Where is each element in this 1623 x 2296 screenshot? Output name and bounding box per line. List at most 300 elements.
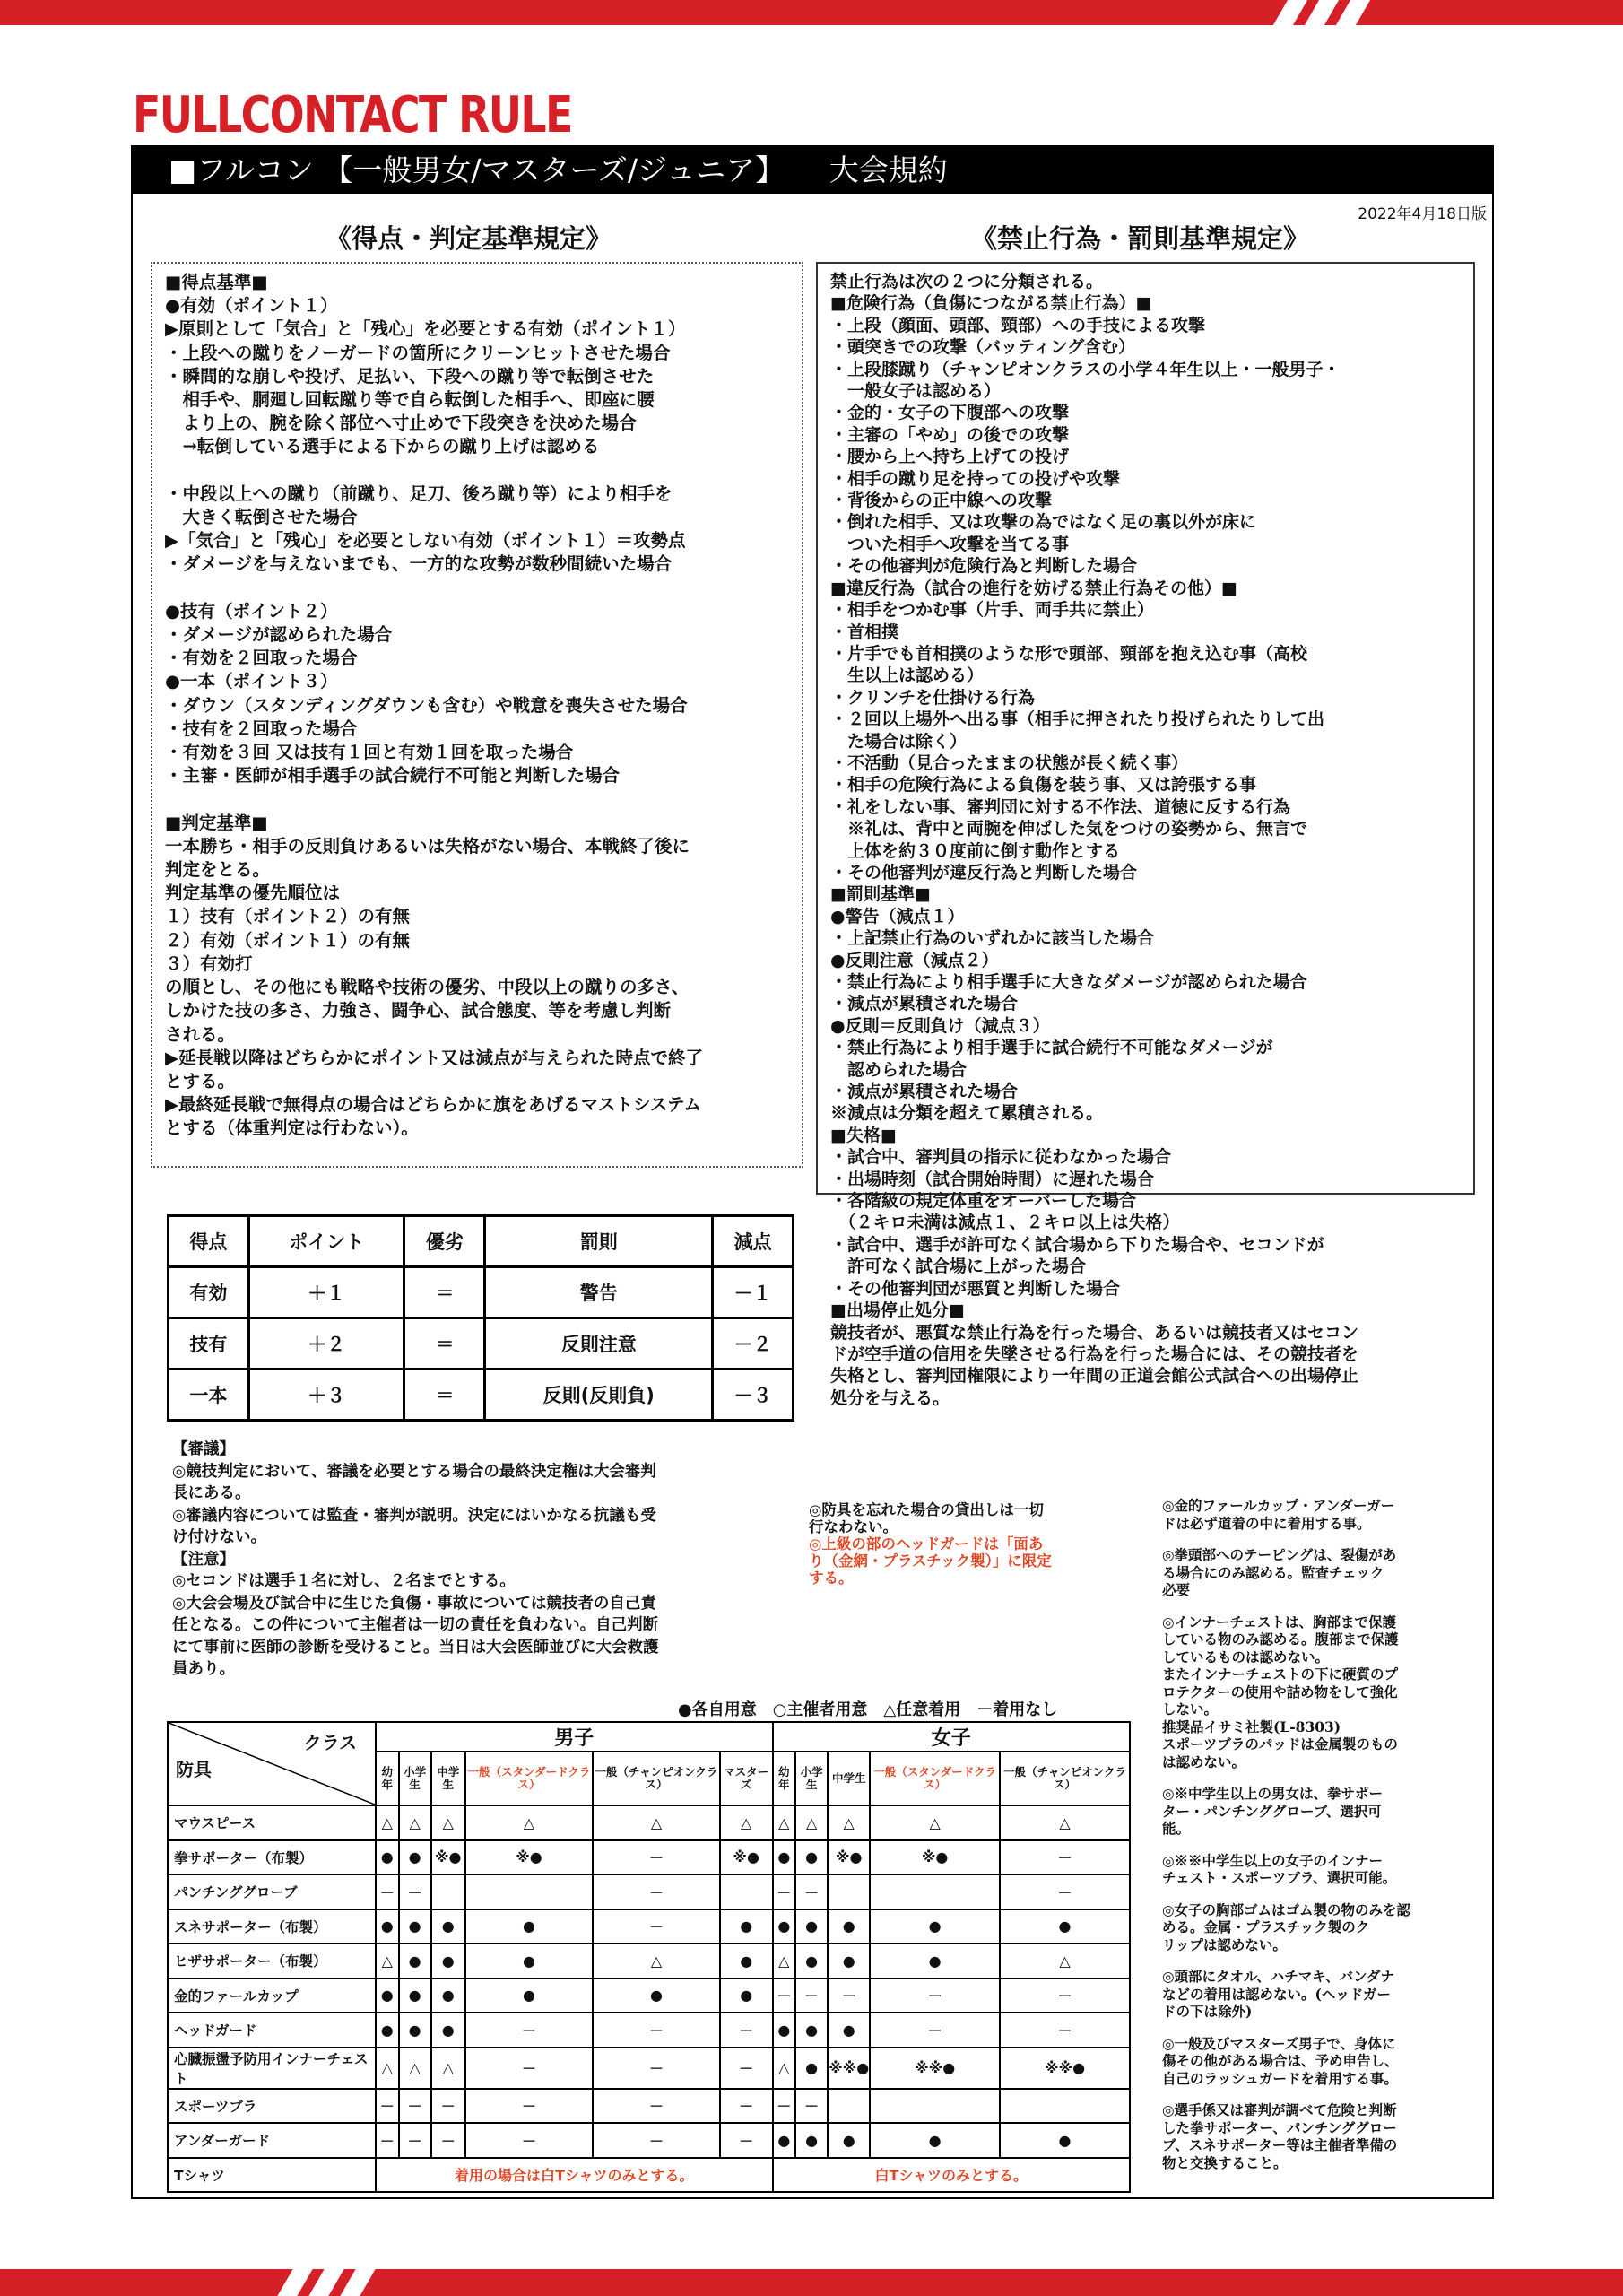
- equipment-cell: △: [376, 1805, 399, 1840]
- side-note-line: ◎金的ファールカップ・アンダーガー: [1162, 1497, 1395, 1514]
- scoring-rule-line: ・中段以上への蹴り（前蹴り、足刀、後ろ蹴り等）により相手を: [165, 483, 673, 504]
- equipment-cell: －: [465, 2048, 593, 2089]
- equipment-cell: －: [1000, 1874, 1130, 1909]
- prohibited-section-title: 《禁止行為・罰則基準規定》: [971, 223, 1310, 254]
- equipment-cell: [828, 2089, 870, 2124]
- equipment-cell: ●: [828, 1944, 870, 1979]
- prohibited-rule-line: ・２回以上場外へ出る事（相手に押されたり投げられたりして出: [830, 709, 1325, 730]
- equipment-cell: ●: [399, 2013, 431, 2048]
- equipment-cell: －: [593, 2013, 720, 2048]
- protest-note-line: 員あり。: [172, 1660, 235, 1678]
- prohibited-rule-line: 上体を約３０度前に倒す動作とする: [830, 840, 1121, 861]
- side-note-line: などの着用は認めない。(ヘッドガー: [1162, 1985, 1391, 2003]
- equipment-cell: －: [870, 2013, 1000, 2048]
- side-note-line: ドの下は除外): [1162, 2003, 1253, 2020]
- equipment-cell: ※※●: [870, 2048, 1000, 2089]
- equipment-cell: ※※●: [1000, 2048, 1130, 2089]
- female-group-header: 女子: [773, 1722, 1130, 1752]
- equipment-cell: ●: [795, 2123, 828, 2158]
- equipment-cell: ●: [795, 1944, 828, 1979]
- equipment-cell: ●: [399, 1840, 431, 1875]
- prohibited-rule-line: ・腰から上へ持ち上げての投げ: [830, 447, 1070, 467]
- equipment-cell: ●: [795, 2048, 828, 2089]
- prohibited-rule-line: 失格とし、審判団権限により一年間の正道会館公式試合への出場停止: [830, 1366, 1359, 1387]
- equipment-cell: －: [465, 2123, 593, 2158]
- side-note-line: しない。: [1162, 1700, 1219, 1718]
- equipment-cell: [465, 1874, 593, 1909]
- prohibited-rule-line: ・試合中、審判員の指示に従わなかった場合: [830, 1147, 1172, 1168]
- scoring-rule-line: ３）有効打: [165, 952, 253, 974]
- equipment-name: Tシャツ: [168, 2158, 376, 2193]
- equipment-cell: △: [828, 1805, 870, 1840]
- equipment-name: 心臓振盪予防用インナーチェスト: [168, 2048, 376, 2089]
- equipment-cell: －: [593, 1840, 720, 1875]
- equipment-cell: ●: [465, 1944, 593, 1979]
- bar-stripe: [1336, 0, 1370, 25]
- prohibited-rule-line: ・上段膝蹴り（チャンピオンクラスの小学４年生以上・一般男子・: [830, 359, 1341, 379]
- scoring-rule-line: ・主審・医師が相手選手の試合続行不可能と判断した場合: [165, 765, 621, 787]
- prohibited-rule-line: ・頭突きでの攻撃（バッティング含む）: [830, 337, 1136, 358]
- equipment-cell: －: [795, 2089, 828, 2124]
- prohibited-rule-line: ・減点が累積された場合: [830, 994, 1019, 1014]
- protest-note-line: ◎競技判定において、審議を必要とする場合の最終決定権は大会審判: [172, 1462, 656, 1481]
- prohibited-rule-line: ・禁止行為により相手選手に試合続行不可能なダメージが: [830, 1038, 1273, 1058]
- prohibited-rule-line: た場合は除く）: [830, 731, 968, 752]
- score-row: [169, 1318, 794, 1370]
- loan-note-line: ◎防具を忘れた場合の貸出しは一切: [809, 1501, 1044, 1518]
- female-class-header: 一般（チャンピオンクラス）: [1000, 1752, 1130, 1805]
- prohibited-rule-line: ・上記禁止行為のいずれかに該当した場合: [830, 928, 1155, 949]
- prohibited-rule-line: ついた相手へ攻撃を当てる事: [830, 534, 1070, 554]
- equipment-cell: ※●: [870, 1840, 1000, 1875]
- score-cell: 反則注意: [485, 1318, 713, 1370]
- equipment-name: スネサポーター（布製）: [168, 1909, 376, 1944]
- equipment-cell: △: [720, 1805, 773, 1840]
- score-row: [169, 1370, 794, 1421]
- prohibited-rule-line: ・各階級の規定体重をオーバーした場合: [830, 1191, 1137, 1212]
- equipment-row: [168, 2123, 1130, 2158]
- side-note-line: スポーツブラのパッドは金属製のもの: [1162, 1735, 1398, 1752]
- equipment-cell: ●: [828, 1909, 870, 1944]
- prohibited-rule-line: ・試合中、選手が許可なく試合場から下りた場合や、セコンドが: [830, 1234, 1324, 1255]
- scoring-rule-line: ●技有（ポイント２）: [165, 600, 338, 622]
- equipment-cell: ●: [720, 1944, 773, 1979]
- revision-date: 2022年4月18日版: [1358, 205, 1487, 223]
- side-note-line: しているものは認めない。: [1162, 1648, 1330, 1665]
- equipment-cell: ●: [1000, 1909, 1130, 1944]
- bar-stripe: [1273, 0, 1307, 25]
- side-note-line: ドは必ず道着の中に着用する事。: [1162, 1514, 1371, 1532]
- equipment-cell: －: [773, 1874, 796, 1909]
- headgear-note-line: する。: [809, 1570, 854, 1587]
- equipment-row: [168, 1909, 1130, 1944]
- equipment-cell: ●: [773, 2123, 796, 2158]
- equipment-name: 拳サポーター（布製）: [168, 1840, 376, 1875]
- scoring-rule-line: →転倒している選手による下からの蹴り上げは認める: [165, 436, 600, 457]
- score-cell: －２: [713, 1318, 794, 1370]
- equipment-cell: △: [593, 1805, 720, 1840]
- equipment-cell: ●: [795, 1909, 828, 1944]
- prohibited-rule-line: ・相手の危険行為による負傷を装う事、又は誇張する事: [830, 775, 1257, 796]
- equipment-cell: [720, 1874, 773, 1909]
- equipment-cell: ●: [399, 1979, 431, 2013]
- equipment-corner-cell: [168, 1722, 376, 1805]
- female-class-header: 一般（スタンダードクラス）: [870, 1752, 1000, 1805]
- score-cell: －１: [713, 1267, 794, 1318]
- side-note-line: ブ、スネサポーター等は主催者準備の: [1162, 2136, 1398, 2153]
- bar-stripe: [308, 2269, 343, 2296]
- scoring-rule-line: ・ダメージが認められた場合: [165, 624, 393, 646]
- equipment-cell: △: [870, 1805, 1000, 1840]
- equipment-cell: －: [376, 2089, 399, 2124]
- equipment-cell: △: [399, 2048, 431, 2089]
- equipment-name: パンチンググローブ: [168, 1874, 376, 1909]
- protest-notes: [172, 1439, 800, 1681]
- equipment-cell: ※●: [431, 1840, 465, 1875]
- scoring-rule-line: とする。: [165, 1070, 236, 1091]
- prohibited-rule-line: ・主審の「やめ」の後での攻撃: [830, 424, 1070, 445]
- score-cell: 反則(反則負): [485, 1370, 713, 1421]
- score-cell: 有効: [169, 1267, 249, 1318]
- side-note-line: 自己のラッシュガードを着用する事。: [1162, 2069, 1398, 2087]
- equipment-cell: －: [376, 1874, 399, 1909]
- equipment-cell: －: [1000, 1840, 1130, 1875]
- score-cell: ＋１: [248, 1267, 404, 1318]
- headgear-note-line: ◎上級の部のヘッドガードは「面あ: [809, 1535, 1044, 1552]
- equipment-cell: △: [431, 2048, 465, 2089]
- prohibited-rule-line: ドが空手道の信用を失墜させる行為を行った場合には、その競技者を: [830, 1344, 1359, 1364]
- prohibited-rule-line: ※減点は分類を超えて累積される。: [830, 1103, 1104, 1124]
- side-note: [1162, 1497, 1467, 1532]
- equipment-cell: －: [795, 1979, 828, 2013]
- male-class-header: 一般（スタンダードクラス）: [465, 1752, 593, 1805]
- equipment-cell: ●: [795, 2013, 828, 2048]
- protest-note-line: ◎審議内容については監査・審判が説明。決定にはいかなる抗議も受: [172, 1506, 656, 1525]
- corner-class-label: クラス: [303, 1732, 357, 1753]
- equipment-name: 金的ファールカップ: [168, 1979, 376, 2013]
- equipment-table: [167, 1721, 1131, 2193]
- scoring-rule-line: ・上段への蹴りをノーガードの箇所にクリーンヒットさせた場合: [165, 342, 671, 363]
- equipment-name: マウスピース: [168, 1805, 376, 1840]
- prohibited-rule-line: ・相手の蹴り足を持っての投げや攻撃: [830, 468, 1121, 489]
- equipment-name: ヘッドガード: [168, 2013, 376, 2048]
- equipment-cell: △: [399, 1805, 431, 1840]
- side-note-line: ◎※中学生以上の男女は、拳サポー: [1162, 1785, 1384, 1802]
- brand-title: FULLCONTACT RULE: [133, 86, 572, 144]
- equipment-cell: △: [376, 2048, 399, 2089]
- scoring-rule-line: ・技有を２回取った場合: [165, 718, 358, 739]
- equipment-cell: ●: [431, 1979, 465, 2013]
- side-note-line: ◎一般及びマスターズ男子で、身体に: [1162, 2034, 1396, 2052]
- scoring-rule-line: 大きく転倒させた場合: [165, 507, 358, 528]
- prohibited-rule-line: ■出場停止処分■: [830, 1300, 965, 1321]
- equipment-cell: △: [1000, 1805, 1130, 1840]
- prohibited-rule-line: ■罰則基準■: [830, 884, 931, 905]
- equipment-cell: ※●: [720, 1840, 773, 1875]
- equipment-name: ヒザサポーター（布製）: [168, 1944, 376, 1979]
- equipment-row: [168, 1874, 1130, 1909]
- top-red-bar: [0, 0, 1623, 25]
- headgear-note-line: り（金網・プラスチック製）」に限定: [809, 1552, 1052, 1570]
- side-note-line: ◎※※中学生以上の女子のインナー: [1162, 1851, 1384, 1869]
- equipment-cell: △: [376, 1944, 399, 1979]
- scoring-rule-line: [165, 577, 789, 600]
- equipment-cell: ●: [870, 2123, 1000, 2158]
- prohibited-rule-line: 競技者が、悪質な禁止行為を行った場合、あるいは競技者又はセコン: [830, 1322, 1359, 1343]
- equipment-cell: －: [399, 2089, 431, 2124]
- score-cell: ＝: [404, 1318, 485, 1370]
- scoring-rule-line: とする（体重判定は行わない）。: [165, 1118, 419, 1139]
- equipment-cell: ●: [773, 2013, 796, 2048]
- equipment-cell: ●: [720, 1909, 773, 1944]
- scoring-rule-line: される。: [165, 1023, 236, 1045]
- equipment-cell: ●: [399, 1909, 431, 1944]
- score-cell: ＝: [404, 1267, 485, 1318]
- female-tshirt-note: 白Tシャツのみとする。: [773, 2158, 1130, 2193]
- prohibited-rule-line: ●反則注意（減点２）: [830, 950, 999, 970]
- equipment-cell: ※●: [465, 1840, 593, 1875]
- equipment-cell: －: [773, 1979, 796, 2013]
- score-cell: ＋２: [248, 1318, 404, 1370]
- equipment-side-notes: [1162, 1497, 1467, 2186]
- scoring-section-title: 《得点・判定基準規定》: [325, 223, 612, 254]
- scoring-rule-line: ・有効を３回 又は技有１回と有効１回を取った場合: [165, 742, 574, 763]
- equipment-cell: －: [795, 1874, 828, 1909]
- score-cell: ＋３: [248, 1370, 404, 1421]
- equipment-cell: ●: [720, 1979, 773, 2013]
- bottom-red-bar: [0, 2269, 1623, 2296]
- equipment-cell: ●: [465, 1979, 593, 2013]
- prohibited-rule-line: ・相手をつかむ事（片手、両手共に禁止）: [830, 600, 1155, 621]
- equipment-cell: －: [465, 2089, 593, 2124]
- equipment-cell: －: [431, 2123, 465, 2158]
- scoring-rule-line: ▶延長戦以降はどちらかにポイント又は減点が与えられた時点で終了: [165, 1047, 703, 1068]
- protest-note-line: にて事前に医師の診断を受けること。当日は大会医師並びに大会救護: [172, 1638, 659, 1657]
- scoring-rule-line: より上の、腕を除く部位へ寸止めで下段突きを決めた場合: [165, 413, 637, 434]
- side-note-line: ◎選手係又は審判が調べて危険と判断: [1162, 2101, 1397, 2118]
- equipment-row: [168, 1944, 1130, 1979]
- equipment-cell: －: [431, 2089, 465, 2124]
- equipment-row: [168, 1805, 1130, 1840]
- prohibited-rule-line: ■失格■: [830, 1125, 897, 1145]
- prohibited-rule-line: ・片手でも首相撲のような形で頭部、頸部を抱え込む事（高校: [830, 643, 1308, 664]
- score-header-cell: 得点: [169, 1216, 249, 1267]
- score-header-cell: 優劣: [404, 1216, 485, 1267]
- equipment-cell: ●: [376, 1979, 399, 2013]
- equipment-name: スポーツブラ: [168, 2089, 376, 2124]
- equipment-cell: ●: [773, 1840, 796, 1875]
- equipment-cell: ●: [431, 1944, 465, 1979]
- scoring-rule-line: ２）有効（ポイント１）の有無: [165, 929, 411, 951]
- male-class-header: 中学生: [431, 1752, 465, 1805]
- equipment-cell: ●: [870, 1944, 1000, 1979]
- equipment-cell: ●: [795, 1840, 828, 1875]
- scoring-rule-line: ・瞬間的な崩しや投げ、足払い、下段への蹴り等で転倒させた: [165, 365, 655, 387]
- prohibited-rule-line: ・上段（顔面、頭部、頸部）への手技による攻撃: [830, 315, 1206, 335]
- scoring-rule-line: [165, 459, 789, 483]
- prohibited-rule-line: ※礼は、背中と両腕を伸ばした気をつけの姿勢から、無言で: [830, 819, 1308, 839]
- male-tshirt-note: 着用の場合は白Tシャツのみとする。: [376, 2158, 773, 2193]
- equipment-cell: －: [720, 2123, 773, 2158]
- side-note: [1162, 1613, 1467, 1771]
- prohibited-rule-line: ・その他審判が危険行為と判断した場合: [830, 556, 1138, 577]
- equipment-cell: ●: [593, 1979, 720, 2013]
- prohibited-rule-line: ・金的・女子の下腹部への攻撃: [830, 403, 1070, 423]
- prohibited-rule-line: ・首相撲: [830, 622, 899, 642]
- bar-stripe: [340, 2269, 375, 2296]
- protest-note-line: け付けない。: [172, 1528, 266, 1546]
- bar-stripe: [277, 2269, 312, 2296]
- equipment-cell: ●: [828, 2123, 870, 2158]
- prohibited-rule-line: ・禁止行為により相手選手に大きなダメージが認められた場合: [830, 972, 1307, 992]
- score-header-cell: 罰則: [485, 1216, 713, 1267]
- equipment-cell: [828, 1874, 870, 1909]
- side-note-line: またインナーチェストの下に硬質のプ: [1162, 1665, 1399, 1683]
- equipment-cell: ※※●: [828, 2048, 870, 2089]
- female-class-header: 幼年: [773, 1752, 796, 1805]
- equipment-row: [168, 1840, 1130, 1875]
- equipment-cell: ●: [465, 1909, 593, 1944]
- equipment-cell: ●: [376, 1909, 399, 1944]
- side-note: [1162, 1901, 1467, 1954]
- protest-note-line: 【審議】: [172, 1440, 235, 1458]
- equipment-cell: －: [720, 2013, 773, 2048]
- equipment-row: [168, 2048, 1130, 2089]
- prohibited-rule-line: 禁止行為は次の２つに分類される。: [830, 272, 1104, 291]
- side-note-line: 必要: [1162, 1581, 1191, 1598]
- scoring-rule-line: ●有効（ポイント１）: [165, 295, 338, 317]
- prohibited-rule-line: ・不活動（見合ったままの状態が長く続く事）: [830, 752, 1189, 773]
- side-note-line: している物のみ認める。腹部まで保護: [1162, 1631, 1399, 1648]
- prohibited-rule-line: （２キロ未満は減点１、２キロ以上は失格）: [830, 1213, 1180, 1233]
- prohibited-rule-line: ・倒れた相手、又は攻撃の為ではなく足の裏以外が床に: [830, 512, 1257, 533]
- equipment-cell: －: [593, 2048, 720, 2089]
- score-row: [169, 1267, 794, 1318]
- equipment-cell: ●: [870, 1909, 1000, 1944]
- prohibited-rule-line: 許可なく試合場に上がった場合: [830, 1257, 1087, 1277]
- equipment-cell: －: [870, 1979, 1000, 2013]
- scoring-rule-line: 一本勝ち・相手の反則負けあるいは失格がない場合、本戦終了後に: [165, 835, 690, 857]
- side-note-line: ロテクターの使用や詰め物をして強化: [1162, 1683, 1398, 1700]
- corner-gear-label: 防具: [176, 1759, 212, 1780]
- prohibited-rule-line: ●警告（減点１）: [830, 906, 965, 926]
- equipment-legend: ●各自用意 ○主催者用意 △任意着用 －着用なし: [678, 1700, 1058, 1719]
- equipment-cell: △: [465, 1805, 593, 1840]
- protest-note-line: 【注意】: [172, 1550, 235, 1569]
- scoring-rule-line: ・ダウン（スタンディングダウンも含む）や戦意を喪失させた場合: [165, 694, 688, 716]
- side-note-line: める。金属・プラスチック製のク: [1162, 1918, 1370, 1935]
- side-note-line: ◎頭部にタオル、ハチマキ、バンダナ: [1162, 1968, 1395, 1985]
- side-note-line: 推奨品イサミ社製(L-8303): [1162, 1718, 1341, 1735]
- equipment-cell: ●: [1000, 2123, 1130, 2158]
- prohibited-rule-line: 生以上は認める）: [830, 665, 985, 686]
- scoring-rule-line: ▶「気合」と「残心」を必要としない有効（ポイント１）＝攻勢点: [165, 530, 686, 552]
- score-cell: －３: [713, 1370, 794, 1421]
- side-note-line: 傷その他がある場合は、予め申告し、: [1162, 2052, 1399, 2069]
- side-note: [1162, 1968, 1467, 2021]
- scoring-rule-line: ▶最終延長戦で無得点の場合はどちらかに旗をあげるマストシステム: [165, 1094, 702, 1116]
- equipment-cell: －: [593, 2089, 720, 2124]
- equipment-cell: ●: [431, 1909, 465, 1944]
- equipment-cell: －: [376, 2123, 399, 2158]
- side-note-line: 物と交換すること。: [1162, 2153, 1288, 2171]
- score-table: [167, 1214, 794, 1422]
- score-cell: 技有: [169, 1318, 249, 1370]
- equipment-cell: －: [593, 1874, 720, 1909]
- equipment-cell: △: [1000, 1944, 1130, 1979]
- male-class-header: マスターズ: [720, 1752, 773, 1805]
- equipment-cell: －: [773, 2089, 796, 2124]
- male-group-header: 男子: [376, 1722, 773, 1752]
- scoring-rules-box: [151, 262, 803, 1168]
- equipment-cell: [870, 2089, 1000, 2124]
- equipment-cell: △: [773, 1944, 796, 1979]
- scoring-rule-line: の順とし、その他にも戦略や技術の優劣、中段以上の蹴りの多さ、: [165, 977, 690, 998]
- scoring-rule-line: ・有効を２回取った場合: [165, 648, 358, 669]
- scoring-rule-line: ・ダメージを与えないまでも、一方的な攻勢が数秒間続いた場合: [165, 553, 673, 575]
- prohibited-rule-line: ・その他審判団が悪質と判断した場合: [830, 1278, 1121, 1299]
- sheet-title: ■フルコン 【一般男女/マスターズ/ジュニア】 大会規約: [133, 147, 1492, 194]
- side-note-line: ター・パンチンググローブ、選択可: [1162, 1802, 1382, 1820]
- equipment-cell: [1000, 2089, 1130, 2124]
- prohibited-rules-box: [816, 262, 1475, 1408]
- equipment-row: [168, 2013, 1130, 2048]
- side-note-line: リップは認めない。: [1162, 1935, 1287, 1953]
- equipment-cell: ●: [431, 2013, 465, 2048]
- side-note: [1162, 1785, 1467, 1838]
- protest-note-line: 長にある。: [172, 1484, 251, 1502]
- side-note: [1162, 2035, 1467, 2088]
- female-class-header: 中学生: [828, 1752, 870, 1805]
- equipment-cell: ●: [828, 2013, 870, 2048]
- male-class-header: 小学生: [399, 1752, 431, 1805]
- equipment-cell: ●: [376, 2013, 399, 2048]
- prohibited-rule-line: ・その他審判が違反行為と判断した場合: [830, 862, 1138, 883]
- prohibited-rule-line: ■危険行為（負傷につながる禁止行為）■: [830, 293, 1152, 314]
- protest-note-line: 任となる。この件について主催者は一切の責任を負わない。自己判断: [172, 1616, 659, 1634]
- equipment-cell: ※●: [828, 1840, 870, 1875]
- protest-note-line: ◎大会会場及び試合中に生じた負傷・事故については競技者の自己責: [172, 1594, 656, 1613]
- side-note-line: ◎インナーチェストは、胸部まで保護: [1162, 1613, 1397, 1631]
- side-note-line: ◎女子の胸部ゴムはゴム製の物のみを認: [1162, 1900, 1411, 1918]
- scoring-rule-line: ■得点基準■: [165, 272, 268, 292]
- prohibited-rule-line: ・礼をしない事、審判団に対する不作法、道徳に反する行為: [830, 796, 1291, 817]
- side-note: [1162, 2101, 1467, 2171]
- equipment-cell: △: [773, 2048, 796, 2089]
- equipment-cell: －: [593, 1909, 720, 1944]
- score-cell: ＝: [404, 1370, 485, 1421]
- prohibited-rule-line: 認められた場合: [830, 1059, 968, 1080]
- equipment-cell: [870, 1874, 1000, 1909]
- equipment-cell: [431, 1874, 465, 1909]
- side-note-line: る場合にのみ認める。監査チェック: [1162, 1563, 1384, 1581]
- scoring-rule-line: 判定をとる。: [165, 859, 271, 881]
- equipment-row: [168, 2158, 1130, 2193]
- score-header-cell: 減点: [713, 1216, 794, 1267]
- loan-note-line: 行なわない。: [809, 1518, 898, 1535]
- score-cell: 警告: [485, 1267, 713, 1318]
- scoring-rule-line: しかけた技の多さ、力強さ、闘争心、試合態度、等を考慮し判断: [165, 1000, 671, 1022]
- equipment-cell: △: [773, 1805, 796, 1840]
- side-note-line: ◎拳頭部へのテーピングは、裂傷があ: [1162, 1546, 1397, 1563]
- equipment-cell: △: [795, 1805, 828, 1840]
- protest-note-line: ◎セコンドは選手１名に対し、２名までとする。: [172, 1572, 516, 1590]
- bar-stripe: [1305, 0, 1339, 25]
- equipment-cell: △: [593, 1944, 720, 1979]
- equipment-row: [168, 2089, 1130, 2124]
- equipment-cell: ●: [773, 1909, 796, 1944]
- equipment-cell: ●: [376, 1840, 399, 1875]
